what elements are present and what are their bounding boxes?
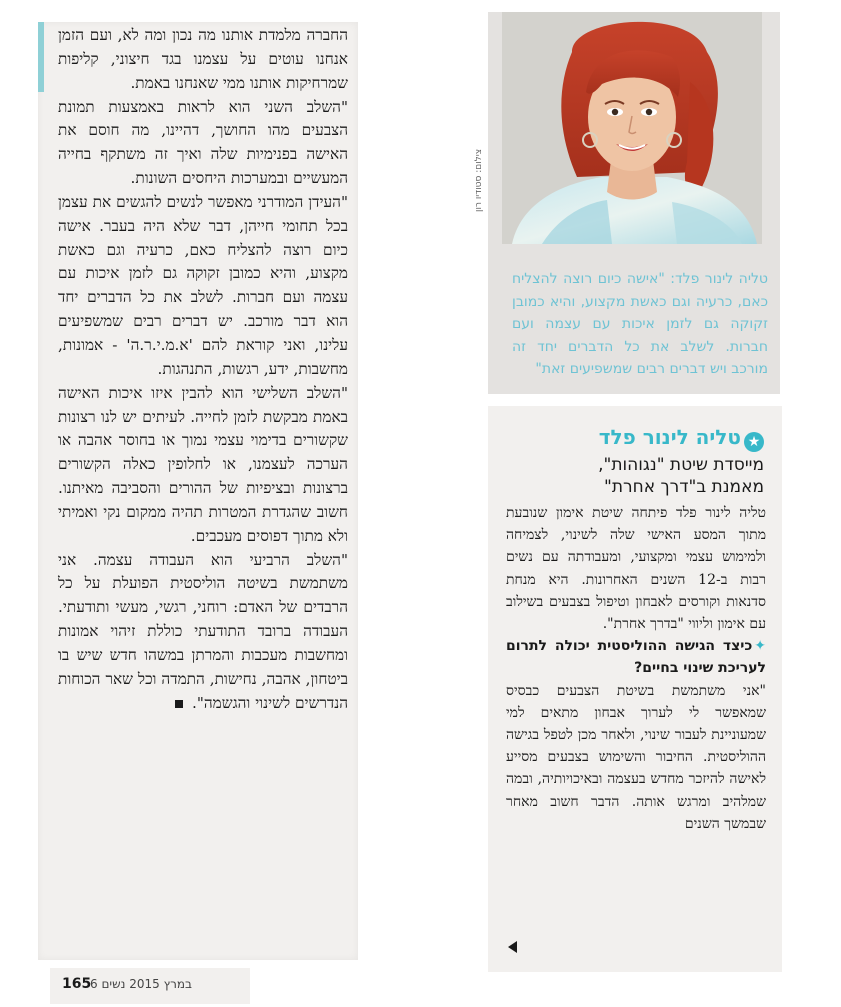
- article-paragraph-last: [58, 549, 348, 716]
- interview-question: [506, 635, 766, 679]
- page-footer: [50, 968, 250, 1004]
- interview-question-text: כיצד הגישה ההוליסטית יכולה לתרום לעריכת שינוי בחיים?: [506, 638, 766, 677]
- article-paragraph: החברה מלמדת אותנו מה נכון ומה לא, ועם הזמן אנחנו עוטים על עצמנו בגד חיצוני, קליפות שמרחיקות אותנו ממי שאנחנו באמת.: [58, 26, 348, 92]
- issue-date-magazine: 6 במרץ 2015 נשים: [90, 977, 192, 991]
- photo-credit: צילום: סטודיו רון: [474, 148, 484, 212]
- photo-caption: טליה לינור פלד: "אישה כיום רוצה להצליח כאם, כרעיה וגם כאשת מקצוע, והיא כמובן זקוקה גם לזמן איכות עם עצמה ועם חברות. לשלב את כל הדברים יחד זה מורכב ויש דברים רבים שמשפיעים זאת": [512, 271, 768, 377]
- profile-title: [494, 454, 764, 498]
- article-paragraph: "העידן המודרני מאפשר לנשים להגשים את עצמן בכל תחומי חייהן, דבר שלא היה בעבר. אישה כיום רוצה להצליח כאם, כרעיה וגם כאשת מקצוע, והיא כמובן זקוקה גם לזמן איכות עם עצמה ועם חברות. לשלב את כל הדברים יחד הוא דבר מורכב. יש דברים רבים שמשפיעים עלינו, ואני קוראת להם 'א.מ.י.ר.ה' - אמונות, מחשבות, ידע, רגשות, התנהגות.: [58, 192, 348, 378]
- column-accent-bar: [38, 22, 44, 92]
- profile-title-line-1: מייסדת שיטת "נגוהות",: [598, 455, 764, 475]
- portrait-illustration: [502, 12, 762, 244]
- portrait-photo: [502, 12, 762, 244]
- interview-answer: "אני משתמשת בשיטת הצבעים כבסיס שמאפשר לי לערוך אבחון מתאים למי שמעוניינת לעבור שינוי, ולאחר מכן לטפל בגישה ההוליסטית. החיבור והשימוש בצבעים מסייע לאישה להיזכר מחדש בעצמה ובאיכויותיה, ובמה שמלהיב ומרגש אותה. הדבר חשוב מאחר שבמשך השנים: [506, 682, 766, 832]
- profile-intro: טליה לינור פלד פיתחה שיטת אימון שנובעת מתוך המסע האישי שלה לשינוי, לצמיחה ולמימוש עצמי ומקצועי, ומעבודתה עם נשים רבות ב-12 השנים האחרונות. היא מנחת סדנאות וקורסים לאבחון וטיפול בצבעים בשילוב עם אימון וליווי "בדרך אחרת".: [506, 505, 766, 633]
- profile-title-line-2: מאמנת ב"דרך אחרת": [604, 477, 764, 497]
- article-paragraph: "השלב הרביעי הוא העבודה עצמה. אני משתמשת בשיטה הוליסטית הפועלת על כל הרבדים של האדם: רוחני, רגשי, מעשי ותודעתי. העבודה ברובד התודעתי כוללת זיהוי אמונות ומחשבות מעכבות והמרתן במשהו חדש שיש בו ביטחון, אהבה, נחישות, התמדה וכל שאר הכוחות הנדרשים לשינוי והגשמה".: [58, 550, 348, 712]
- article-continuation-column: [38, 22, 358, 960]
- article-body-continued: [58, 24, 348, 946]
- star-icon: ★: [744, 432, 764, 452]
- article-paragraph: "השלב השני הוא לראות באמצעות תמונת הצבעים מהו החושך, דהיינו, מה חוסם את האישה בפנימיות שלה ואיך זה משתקף בחייה המעשיים ובמערכות היחסים השונות.: [58, 97, 348, 188]
- portrait-card: [474, 12, 780, 394]
- profile-name: טליה לינור פלד: [598, 425, 741, 449]
- profile-name-line: [494, 424, 764, 452]
- profile-body: [506, 502, 766, 835]
- article-paragraph: "השלב השלישי הוא להבין איזו איכות האישה באמת מבקשת לזמן לחייה. לעיתים יש לנו רצונות שקשורים בדימוי עצמי נמוך או בחוסר אהבה או הערכה לעצמנו, או לחלופין כאלה הקשורים ברצונות ובציפיות של ההורים והסביבה מאיתנו. חשוב שהגדרת המטרות תהיה ממקום נקי ואמיתי ולא מתוך דפוסים מעכבים.: [58, 383, 348, 545]
- profile-header: [494, 424, 764, 498]
- continue-arrow-icon: [508, 941, 517, 953]
- end-of-article-icon: [175, 700, 183, 708]
- profile-box: [488, 406, 782, 972]
- plus-icon: ✦: [754, 638, 766, 655]
- page-number: 165: [62, 976, 92, 992]
